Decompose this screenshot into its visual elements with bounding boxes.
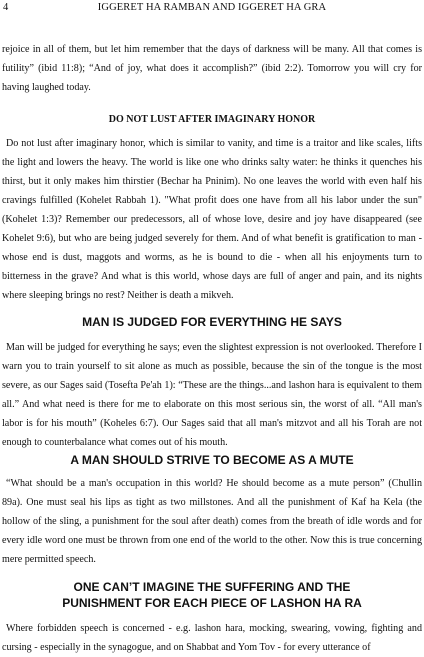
heading-judged-for-speech: MAN IS JUDGED FOR EVERYTHING HE SAYS — [82, 315, 342, 329]
paragraph-judged-for-speech: Man will be judged for everything he says; even the slightest expression is not overlooked. Therefore I warn you to train yourself to sit alone as much as possible, because the sin of the tongue is the most severe, as our Sages said (Tosefta Pe'ah 1): “These are the things...and lashon hara is equivalent to them all.” And what need is there for me to elaborate on this most serious sin, the worst of all. “All man's labor is for his mouth” (Koheles 6:7). Our Sages said that all man's mitzvot and all his Torah are not enough to counterbalance what comes out of his mouth. — [2, 342, 422, 448]
paragraph-imaginary-honor: Do not lust after imaginary honor, which is similar to vanity, and time is a traitor and like scales, lifts the light and lowers the heavy. The world is like one who drinks salty water: he thinks it quenches his thirst, but it only makes him thirstier (Bechar ha Pninim). No one leaves the world with even half his cravings fulfilled (Kohelet Rabbah 1). "What profit does one have from all his labor under the sun" (Kohelet 1:3)? Remember our predecessors, all of whose love, desire and joy have disappeared (see Kohelet 9:6), but who are being judged severely for them. And of what benefit is gratification to man - whose end is dust, maggots and worms, as he is bound to die - when all his enjoyments turn to bitterness in the grave? And what is this world, whose days are full of anger and pain, and its nights where sleeping brings no rest? Neither is death a mikveh. — [2, 138, 422, 301]
heading-line-2: PUNISHMENT FOR EACH PIECE OF LASHON HA RA — [62, 596, 362, 610]
paragraph-become-mute: “What should be a man's occupation in this world? He should become as a mute person” (Chullin 89a). One must seal his lips as tight as two millstones. And all the punishment of Kaf ha Kela (the hollow of the sling, a punishment for the soul after death) comes from the breath of idle words and for every idle word one must be thrown from one end of the world to the other. Now this is true concerning mere permitted speech. — [2, 478, 422, 565]
heading-line-1: ONE CAN’T IMAGINE THE SUFFERING AND THE — [73, 580, 351, 594]
running-title: IGGERET HA RAMBAN AND IGGERET HA GRA — [97, 2, 327, 13]
page-content — [2, 40, 422, 657]
heading-imaginary-honor: DO NOT LUST AFTER IMAGINARY HONOR — [108, 114, 316, 125]
paragraph-continuation: rejoice in all of them, but let him remember that the days of darkness will be many. All that comes is futility” (ibid 11:8); “And of joy, what does it accomplish?” (ibid 2:2). Tomorrow you will cry for having laughed today. — [2, 44, 422, 93]
heading-become-mute: A MAN SHOULD STRIVE TO BECOME AS A MUTE — [70, 453, 354, 467]
paragraph-forbidden-speech: Where forbidden speech is concerned - e.g. lashon hara, mocking, swearing, vowing, fighting and cursing - especially in the synagogue, and on Shabbat and Yom Tov - for every utterance of — [2, 623, 422, 653]
running-header — [3, 1, 421, 15]
heading-lashon-hara-punishment — [2, 579, 422, 611]
page-number: 4 — [3, 2, 9, 13]
